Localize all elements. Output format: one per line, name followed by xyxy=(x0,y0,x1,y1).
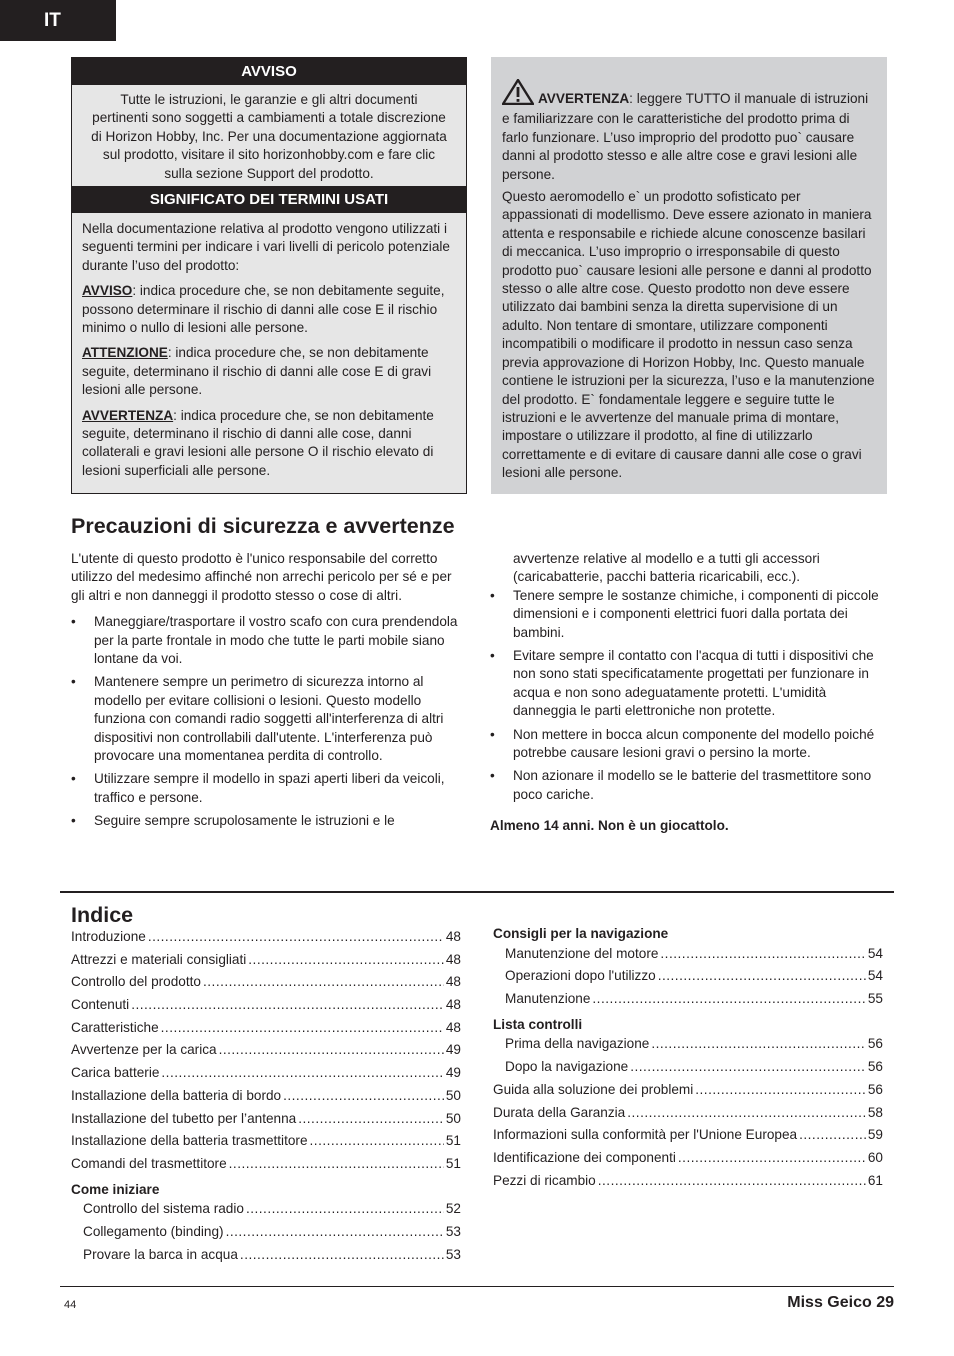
index-entry[interactable] xyxy=(71,929,461,952)
index-entry-leader xyxy=(799,1127,866,1142)
index-entry-page: 56 xyxy=(867,1036,883,1052)
term-text: : indica procedure che, se non debitamente seguite, possono determinare il rischio di danni alle cose E il rischio minimo o nullo di lesioni alle persone. xyxy=(82,283,445,336)
index-entry[interactable] xyxy=(493,1082,883,1105)
avviso-line: Tutte le istruzioni, le garanzie e gli altri documenti xyxy=(120,92,418,107)
index-entry-leader xyxy=(592,991,865,1006)
term-definition xyxy=(82,344,456,399)
index-entry-title: Collegamento (binding) xyxy=(83,1223,224,1239)
terms-intro: Nella documentazione relativa al prodotto vengono utilizzati i seguenti termini per indicare i vari livelli di pericolo potenziale durante l’uso del prodotto: xyxy=(82,221,450,273)
index-entry-page: 51 xyxy=(445,1155,461,1171)
index-entry-title: Informazioni sulla conformità per l'Unione Europea xyxy=(493,1127,798,1143)
index-entry[interactable] xyxy=(71,997,461,1020)
index-entry-title: Installazione della batteria di bordo xyxy=(71,1087,282,1103)
index-entry-leader xyxy=(283,1088,444,1103)
index-entry[interactable] xyxy=(71,1020,461,1043)
index-entry-page: 56 xyxy=(867,1059,883,1075)
index-group-heading: Lista controlli xyxy=(493,1016,583,1032)
index-entry-leader xyxy=(248,952,444,967)
index-entry[interactable] xyxy=(71,1156,461,1179)
warning-body: Questo aeromodello e` un prodotto sofisticato per appassionati di modellismo. Deve essere azionato in maniera attenta e responsabile e richiede alcune conoscenze basilari di meccanica. L’uso improprio o irresponsabile di questo prodotto puo` causare lesioni alle persone e danni al prodotto stesso o alle altre cose. Questo prodotto non deve essere utilizzato dai bambini senza la diretta supervisione di un adulto. Non tentare di smontare, utilizzare componenti incompatibili o modificare il prodotto in nessun caso senza previa approvazione di Horizon Hobby, Inc. Questo manuale contiene le istruzioni per la sicurezza, l’uso e la manutenzione del prodotto. E` fondamentale leggere e seguire tutte le istruzioni e le avvertenze del manuale prima di montare, impostare o utilizzare il prodotto, al fine di utilizzarlo correttamente e di evitare di causare danni alle cose o gravi lesioni alle persone. xyxy=(502,189,875,481)
warning-box xyxy=(491,57,887,494)
index-entry[interactable] xyxy=(71,974,461,997)
index-entry-leader xyxy=(298,1111,444,1126)
index-entry-leader xyxy=(229,1156,444,1171)
safety-bullet: • Mantenere sempre un perimetro di sicurezza intorno al modello per evitare collisioni o lesioni. Questo modello funziona con comandi radio soggetti all'interferenza di altri dispositivi non controllabili dall'utente. L'interferenza può provocare una momentanea perdita di controllo. xyxy=(71,673,463,765)
index-entry[interactable] xyxy=(71,1111,461,1134)
index-entry-leader xyxy=(310,1133,444,1148)
index-entry-leader xyxy=(658,968,866,983)
index-entry-title: Manutenzione del motore xyxy=(505,945,659,961)
index-entry-title: Introduzione xyxy=(71,929,146,944)
index-entry[interactable] xyxy=(71,1201,461,1224)
safety-left-column xyxy=(71,550,463,836)
index-entry-leader xyxy=(219,1042,444,1057)
index-entry-page: 53 xyxy=(445,1246,461,1262)
index-group-heading: Come iniziare xyxy=(71,1181,160,1197)
term-name: ATTENZIONE xyxy=(82,345,168,361)
index-entry-page: 50 xyxy=(445,1087,461,1103)
index-entry-title: Avvertenze per la carica xyxy=(71,1042,217,1058)
warning-label: AVVERTENZA xyxy=(538,91,630,106)
index-entry-leader xyxy=(651,1036,866,1051)
index-entry-page: 54 xyxy=(867,945,883,961)
index-entry-leader xyxy=(246,1201,444,1216)
index-entry-title: Carica batterie xyxy=(71,1065,160,1081)
index-entry-page: 56 xyxy=(867,1081,883,1097)
term-name: AVVERTENZA xyxy=(82,407,174,423)
index-entry-title: Installazione della batteria trasmettitore xyxy=(71,1133,308,1149)
avviso-text xyxy=(72,85,466,186)
safety-bullet: • Tenere sempre le sostanze chimiche, i componenti di piccole dimensioni e i componenti elettrici fuori dalla portata dei bambini. xyxy=(490,587,888,642)
index-entry-leader xyxy=(627,1105,866,1120)
index-entry-page: 59 xyxy=(867,1127,883,1143)
avviso-line: di Horizon Hobby, Inc. Per una documentazione aggiornata xyxy=(91,128,447,144)
index-entry-page: 54 xyxy=(867,968,883,984)
index-entry[interactable] xyxy=(493,968,883,991)
index-entry[interactable] xyxy=(493,1173,883,1196)
safety-bullet: • Maneggiare/trasportare il vostro scafo con cura prendendola per la parte frontale in modo che tutte le parti mobile siano lontane da voi. xyxy=(71,613,463,668)
index-entry-leader xyxy=(161,1065,443,1080)
index-entry-leader xyxy=(226,1224,444,1239)
index-entry-page: 48 xyxy=(445,929,461,944)
index-entry[interactable] xyxy=(493,1150,883,1173)
index-entry[interactable] xyxy=(71,1065,461,1088)
safety-intro: L'utente di questo prodotto è l'unico responsabile del corretto utilizzo del medesimo affinché non arrechi pericolo per sé e per gli altri e non danneggi il prodotto stesso o cose di altri. xyxy=(71,551,452,603)
index-entry-leader xyxy=(161,1020,444,1035)
index-entry[interactable] xyxy=(493,1127,883,1150)
avviso-line: pertinenti sono soggetti a cambiamenti a totale discrezione xyxy=(92,110,446,126)
index-entry-leader xyxy=(131,997,444,1012)
section-divider xyxy=(60,891,894,893)
index-entry-page: 61 xyxy=(867,1172,883,1188)
index-entry[interactable] xyxy=(71,1042,461,1065)
index-entry-page: 49 xyxy=(445,1065,461,1081)
warning-triangle-icon xyxy=(502,79,534,110)
index-left-column xyxy=(71,929,461,1269)
safety-bullet: • Non mettere in bocca alcun componente del modello poiché potrebbe causare lesioni gravi o persino la morte. xyxy=(490,726,888,763)
avviso-line: sulla sezione Support del prodotto. xyxy=(164,165,374,181)
index-entry-page: 49 xyxy=(445,1042,461,1058)
index-entry-title: Pezzi di ricambio xyxy=(493,1172,596,1188)
index-entry-title: Dopo la navigazione xyxy=(505,1059,629,1075)
product-title: Miss Geico 29 xyxy=(787,1294,894,1311)
safety-heading: Precauzioni di sicurezza e avvertenze xyxy=(71,514,455,538)
index-entry[interactable] xyxy=(71,1224,461,1247)
index-group-heading: Consigli per la navigazione xyxy=(493,926,669,941)
avviso-line: sul prodotto, visitare il sito horizonhobby.com e fare clic xyxy=(102,147,436,163)
index-entry-page: 48 xyxy=(445,951,461,967)
term-text: : indica procedure che, se non debitamente seguite, determinano il rischio di danni alle cose E di gravi lesioni alle persone. xyxy=(82,345,432,398)
term-definition xyxy=(82,407,456,481)
index-entry[interactable] xyxy=(71,1133,461,1156)
index-entry-leader xyxy=(660,946,865,961)
safety-bullet-continuation: avvertenze relative al modello e a tutti gli accessori (caricabatterie, pacchi batteria ricaricabili, ecc.). xyxy=(513,551,820,585)
index-entry[interactable] xyxy=(493,1105,883,1128)
index-entry-leader xyxy=(695,1082,866,1097)
index-entry-page: 48 xyxy=(445,974,461,990)
index-entry-leader xyxy=(678,1150,866,1165)
language-tab: IT xyxy=(0,0,116,41)
index-entry[interactable] xyxy=(71,952,461,975)
safety-bullet: • Non azionare il modello se le batterie del trasmettitore sono poco cariche. xyxy=(490,767,888,804)
index-entry[interactable] xyxy=(493,946,883,969)
index-entry-page: 50 xyxy=(445,1110,461,1126)
safety-bullet: • Evitare sempre il contatto con l'acqua di tutti i dispositivi che non sono stati specificatamente progettati per funzionare in acqua e non sono adeguatamente protetti. L'umidità danneggia le parti elettroniche non protette. xyxy=(490,647,888,721)
index-entry-page: 53 xyxy=(445,1223,461,1239)
index-entry-page: 48 xyxy=(445,997,461,1013)
index-entry-title: Attrezzi e materiali consigliati xyxy=(71,951,247,967)
index-entry-title: Identificazione dei componenti xyxy=(493,1149,676,1165)
safety-bullets-right xyxy=(490,587,888,804)
index-entry[interactable] xyxy=(493,1059,883,1082)
index-entry-title: Provare la barca in acqua xyxy=(83,1246,238,1262)
index-entry-title: Manutenzione xyxy=(505,991,591,1007)
index-entry-title: Controllo del prodotto xyxy=(71,974,201,990)
index-entry-leader xyxy=(148,929,444,944)
index-entry-title: Comandi del trasmettitore xyxy=(71,1155,227,1171)
index-entry-title: Guida alla soluzione dei problemi xyxy=(493,1081,694,1097)
index-entry-title: Prima della navigazione xyxy=(505,1036,650,1052)
terms-header: SIGNIFICATO DEI TERMINI USATI xyxy=(72,186,466,213)
age-note: Almeno 14 anni. Non è un giocattolo. xyxy=(490,818,729,834)
safety-bullet: • Utilizzare sempre il modello in spazi aperti liberi da veicoli, traffico e persone. xyxy=(71,770,463,807)
index-entry-title: Durata della Garanzia xyxy=(493,1104,626,1120)
index-right-column xyxy=(493,923,883,1195)
footer-divider xyxy=(60,1286,894,1287)
safety-bullet: • Seguire sempre scrupolosamente le istruzioni e le xyxy=(71,812,463,830)
index-entry-page: 52 xyxy=(445,1201,461,1217)
term-name: AVVISO xyxy=(82,283,133,299)
index-entry-leader xyxy=(598,1173,866,1188)
page-number: 44 xyxy=(64,1299,77,1311)
index-entry-page: 55 xyxy=(867,991,883,1007)
index-entry-page: 60 xyxy=(867,1149,883,1165)
index-entry-title: Installazione del tubetto per l’antenna xyxy=(71,1110,297,1126)
index-entry-page: 58 xyxy=(867,1104,883,1120)
index-heading: Indice xyxy=(71,903,134,927)
index-entry-leader xyxy=(630,1059,866,1074)
index-entry-title: Controllo del sistema radio xyxy=(83,1201,244,1217)
index-entry[interactable] xyxy=(493,1036,883,1059)
index-entry-page: 51 xyxy=(445,1133,461,1149)
index-entry-leader xyxy=(240,1247,444,1262)
index-entry-leader xyxy=(203,974,444,989)
terms-section xyxy=(72,213,466,480)
term-definition xyxy=(82,282,456,337)
safety-right-column xyxy=(490,550,888,836)
index-entry-title: Operazioni dopo l'utilizzo xyxy=(505,968,656,984)
warning-lead xyxy=(502,79,879,184)
safety-bullets-left xyxy=(71,613,463,830)
avviso-header: AVVISO xyxy=(72,58,466,85)
warning-lead-text: : leggere TUTTO il manuale di istruzioni e familiarizzare con le caratteristiche del prodotto prima di farlo funzionare. L’uso improprio del prodotto puo` causare danni al prodotto stesso e alle altre cose e gravi lesioni alle persone. xyxy=(502,91,869,182)
term-text: : indica procedure che, se non debitamente seguite, determinano il rischio di danni alle cose, danni collaterali e gravi lesioni alle persone O il rischio elevato di lesioni superficiali alle persone. xyxy=(82,407,434,478)
index-entry-title: Caratteristiche xyxy=(71,1019,159,1035)
index-entry[interactable] xyxy=(71,1247,461,1270)
index-entry[interactable] xyxy=(71,1088,461,1111)
index-entry-title: Contenuti xyxy=(71,997,130,1013)
index-entry-page: 48 xyxy=(445,1019,461,1035)
index-entry[interactable] xyxy=(493,991,883,1014)
notice-box xyxy=(71,57,467,494)
